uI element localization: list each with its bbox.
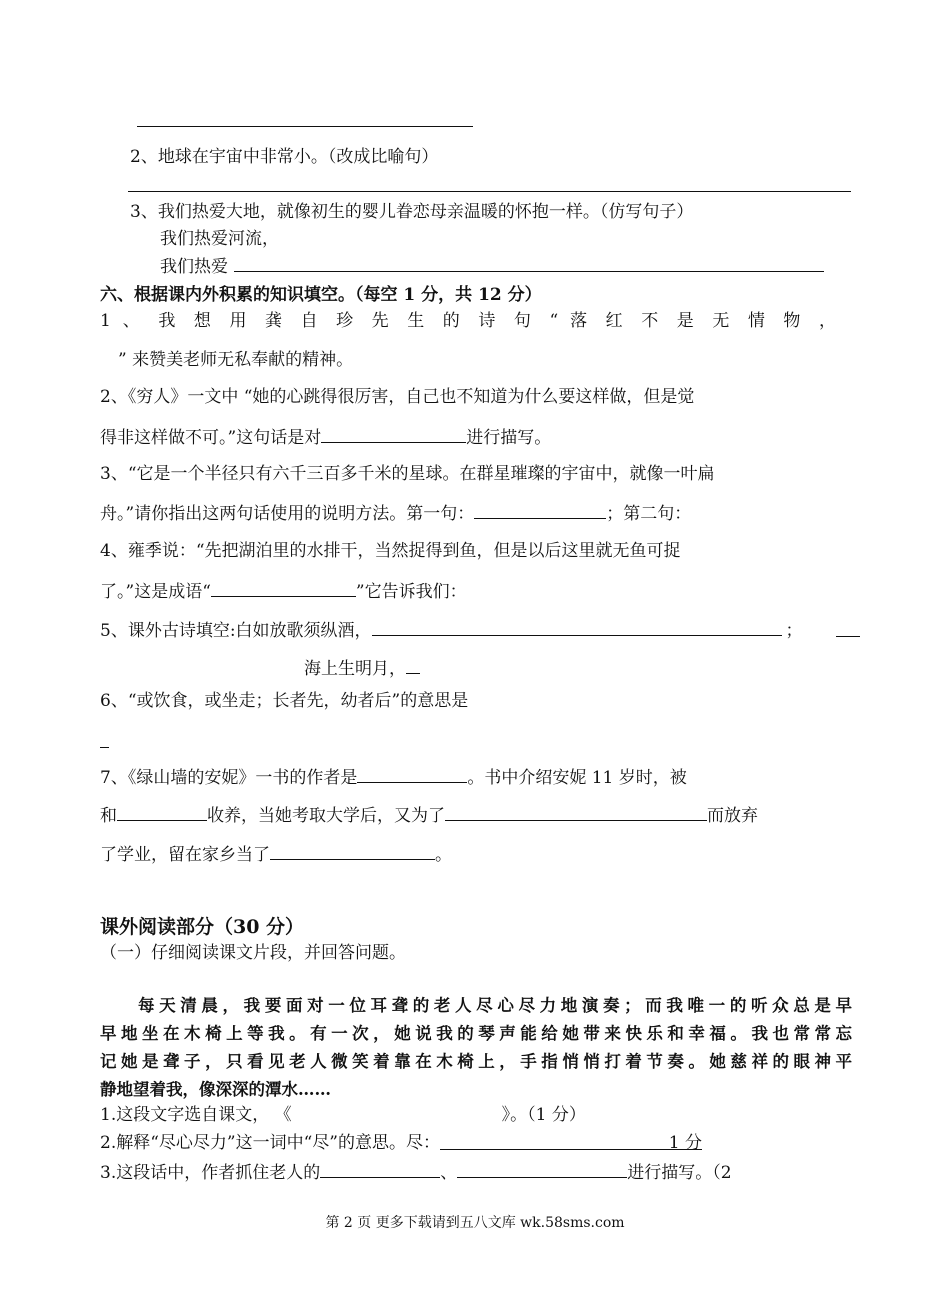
imitation-prefix: 我们热爱 [160, 257, 228, 277]
passage-line-3: 记她是聋子，只看见老人微笑着靠在木椅上，手指悄悄打着节奏。她慈祥的眼神平 [100, 1052, 852, 1071]
q6-7-line-1 [100, 764, 687, 790]
answer-blank [357, 764, 467, 783]
q6-4-line-2 [100, 578, 467, 604]
q6-5-semicolon: ； [785, 621, 803, 641]
reading-q3-sep: 、 [440, 1163, 458, 1183]
q6-7-line-2 [100, 802, 758, 828]
reading-subtitle: （一）仔细阅读课文片段，并回答问题。 [100, 943, 406, 963]
question-top-3: 3、我们热爱大地，就像初生的婴儿眷恋母亲温暖的怀抱一样。（仿写句子） [130, 202, 694, 222]
reading-q3 [100, 1159, 732, 1185]
answer-blank [270, 841, 435, 860]
reading-q1-suffix: 》。（1 分） [501, 1105, 586, 1125]
answer-line-extension [836, 636, 860, 637]
q6-7-prefix: 7、《绿山墙的安妮》一书的作者是 [100, 768, 358, 788]
q6-5-line-2 [304, 655, 420, 681]
answer-blank [474, 500, 606, 519]
passage-line-2: 早地坐在木椅上等我。有一次，她说我的琴声能给她带来快乐和幸福。我也常常忘 [100, 1024, 852, 1043]
q6-3-suffix: ；第二句： [606, 504, 692, 524]
q6-2-line-1: 2、《穷人》一文中 “她的心跳得很厉害，自己也不知道为什么要这样做，但是觉 [100, 387, 695, 407]
passage-line-1: 每天清晨，我要面对一位耳聋的老人尽心尽力地演奏；而我唯一的听众总是早 [138, 996, 852, 1015]
q6-5-line-1 [100, 617, 803, 643]
imitation-line-2 [160, 253, 824, 279]
reading-q3-suffix: 进行描写。（2 [627, 1163, 732, 1183]
answer-line [100, 747, 109, 748]
section-6-title: 六、根据课内外积累的知识填空。（每空 1 分，共 12 分） [100, 285, 542, 305]
q6-6: 6、“或饮食，或坐走；长者先，幼者后”的意思是 [100, 691, 469, 711]
answer-blank [234, 253, 824, 272]
q6-7-end: 而放弃 [707, 806, 758, 826]
q6-3-line-1: 3、“它是一个半径只有六千三百多千米的星球。在群星璀璨的宇宙中，就像一叶扁 [100, 464, 715, 484]
q6-1-line-1: 1 、 我 想 用 龚 自 珍 先 生 的 诗 句 “ 落 红 不 是 无 情 物 ， [100, 311, 836, 331]
page-footer: 第 2 页 更多下载请到五八文库 wk.58sms.com [325, 1215, 625, 1231]
answer-line [137, 126, 473, 127]
reading-q3-prefix: 3.这段话中，作者抓住老人的 [100, 1163, 321, 1183]
answer-blank [321, 424, 466, 443]
answer-blank [457, 1159, 627, 1178]
q6-5-poem-line: 海上生明月， [304, 659, 406, 679]
answer-blank [320, 1159, 440, 1178]
answer-blank [406, 655, 420, 674]
reading-q2-score: 1 分 [668, 1133, 702, 1153]
q6-4-line-1: 4、雍季说：“先把湖泊里的水排干，当然捉得到鱼，但是以后这里就无鱼可捉 [100, 541, 681, 561]
q6-3-line-2 [100, 500, 691, 526]
answer-line [128, 191, 851, 192]
q6-7-period: 。 [435, 845, 452, 865]
q6-3-prefix: 舟。”请你指出这两句话使用的说明方法。第一句： [100, 504, 475, 524]
reading-q2-prefix: 2.解释“尽心尽力”这一词中“尽”的意思。尽： [100, 1133, 440, 1153]
q6-4-prefix: 了。”这是成语“ [100, 582, 211, 602]
q6-2-prefix: 得非这样做不可。”这句话是对 [100, 428, 322, 448]
reading-q1 [100, 1103, 586, 1127]
q6-7-and: 和 [100, 806, 117, 826]
passage-line-4: 静地望着我，像深深的潭水…… [100, 1080, 331, 1099]
q6-1-line-2: ” 来赞美老师无私奉献的精神。 [118, 350, 354, 370]
reading-q1-prefix: 1.这段文字选自课文， 《 [100, 1105, 292, 1125]
answer-blank [372, 617, 782, 636]
q6-7-line-3 [100, 841, 452, 867]
answer-blank [211, 578, 356, 597]
reading-q2 [100, 1131, 702, 1155]
q6-5-prefix: 5、课外古诗填空:白如放歌须纵酒， [100, 621, 372, 641]
q6-4-suffix: ”它告诉我们： [355, 582, 467, 602]
q6-2-suffix: 进行描写。 [466, 428, 552, 448]
reading-section-title: 课外阅读部分（30 分） [100, 916, 305, 938]
q6-7-mid: 收养，当她考取大学后，又为了 [207, 806, 445, 826]
answer-blank [440, 1131, 702, 1153]
question-top-2: 2、地球在宇宙中非常小。（改成比喻句） [130, 147, 439, 167]
answer-blank [445, 802, 707, 821]
imitation-line-1: 我们热爱河流， [160, 229, 279, 249]
q6-2-line-2 [100, 424, 551, 450]
q6-7-tail: 了学业，留在家乡当了 [100, 845, 270, 865]
q6-7-suffix: 。书中介绍安妮 11 岁时，被 [467, 768, 687, 788]
answer-blank [117, 802, 207, 821]
